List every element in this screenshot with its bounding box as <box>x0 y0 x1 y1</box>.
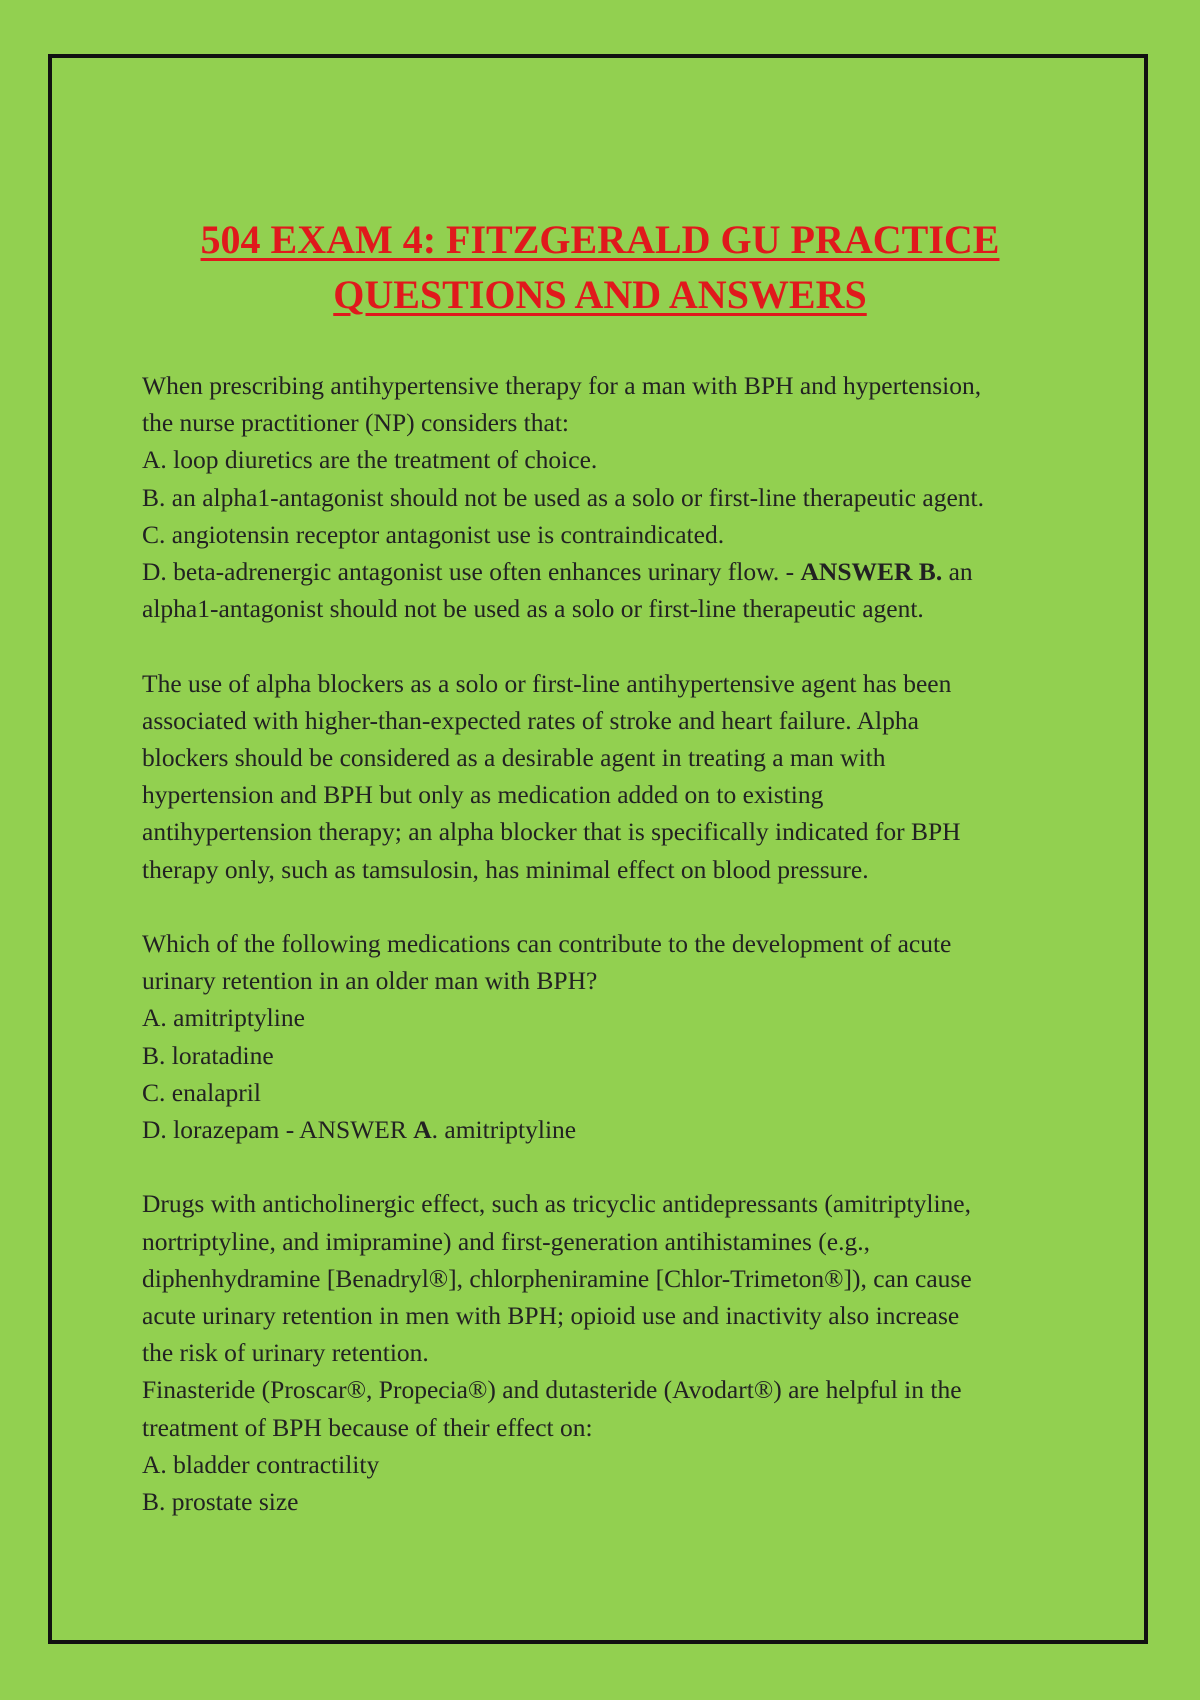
answer-text: . amitriptyline <box>431 1115 577 1145</box>
title-line-1: 504 EXAM 4: FITZGERALD GU PRACTICE <box>200 217 1000 262</box>
option-d-with-answer <box>142 553 1072 590</box>
explanation-line: Drugs with anticholinergic effect, such as tricyclic antidepressants (amitriptyline, <box>142 1189 971 1219</box>
option-c: C. angiotensin receptor antagonist use is contraindicated. <box>142 519 725 549</box>
option-b: B. loratadine <box>142 1040 274 1070</box>
question-stem-line: treatment of BPH because of their effect on: <box>142 1412 593 1442</box>
option-d: D. lorazepam - ANSWER <box>142 1115 414 1145</box>
explanation-line: acute urinary retention in men with BPH; opioid use and inactivity also increase <box>142 1301 960 1331</box>
option-b: B. an alpha1-antagonist should not be used as a solo or first-line therapeutic agent. <box>142 482 984 512</box>
question-stem-line: When prescribing antihypertensive therapy for a man with BPH and hypertension, <box>142 371 982 400</box>
option-c: C. enalapril <box>142 1077 261 1107</box>
option-b: B. prostate size <box>142 1487 299 1517</box>
answer-letter: A <box>413 1115 432 1145</box>
answer-text: an <box>942 557 973 587</box>
question-stem-line: Which of the following medications can contribute to the development of acute <box>142 929 952 959</box>
explanation-line: the risk of urinary retention. <box>142 1338 429 1368</box>
question-stem-line: the nurse practitioner (NP) considers that: <box>142 408 570 438</box>
answer-label: ANSWER B. <box>800 557 943 587</box>
question-3 <box>142 1371 1072 1520</box>
option-a: A. loop diuretics are the treatment of choice. <box>142 445 598 475</box>
explanation-line: diphenhydramine [Benadryl®], chlorpheniramine [Chlor-Trimeton®]), can cause <box>142 1263 972 1293</box>
explanation-line: The use of alpha blockers as a solo or first-line antihypertensive agent has been <box>142 668 952 698</box>
question-stem-line: urinary retention in an older man with BPH? <box>142 966 598 996</box>
option-d-with-answer <box>142 1111 1072 1148</box>
explanation-line: antihypertension therapy; an alpha blocker that is specifically indicated for BPH <box>142 817 961 847</box>
explanation-line: nortriptyline, and imipramine) and first-generation antihistamines (e.g., <box>142 1226 870 1256</box>
option-d: D. beta-adrenergic antagonist use often enhances urinary flow. - <box>142 557 801 587</box>
option-a: A. bladder contractility <box>142 1449 380 1479</box>
page-title <box>0 212 1200 322</box>
explanation-2 <box>142 1185 1072 1371</box>
question-1 <box>142 367 1072 627</box>
option-a: A. amitriptyline <box>142 1003 305 1033</box>
explanation-1 <box>142 665 1072 888</box>
explanation-line: therapy only, such as tamsulosin, has minimal effect on blood pressure. <box>142 854 869 884</box>
question-2 <box>142 925 1072 1148</box>
title-line-2: QUESTIONS AND ANSWERS <box>333 272 867 317</box>
answer-text-continued: alpha1-antagonist should not be used as a solo or first-line therapeutic agent. <box>142 594 924 624</box>
explanation-line: associated with higher-than-expected rates of stroke and heart failure. Alpha <box>142 705 919 735</box>
question-stem-line: Finasteride (Proscar®, Propecia®) and dutasteride (Avodart®) are helpful in the <box>142 1375 962 1405</box>
explanation-line: hypertension and BPH but only as medication added on to existing <box>142 780 824 810</box>
explanation-line: blockers should be considered as a desirable agent in treating a man with <box>142 743 886 773</box>
document-body <box>142 367 1072 1520</box>
